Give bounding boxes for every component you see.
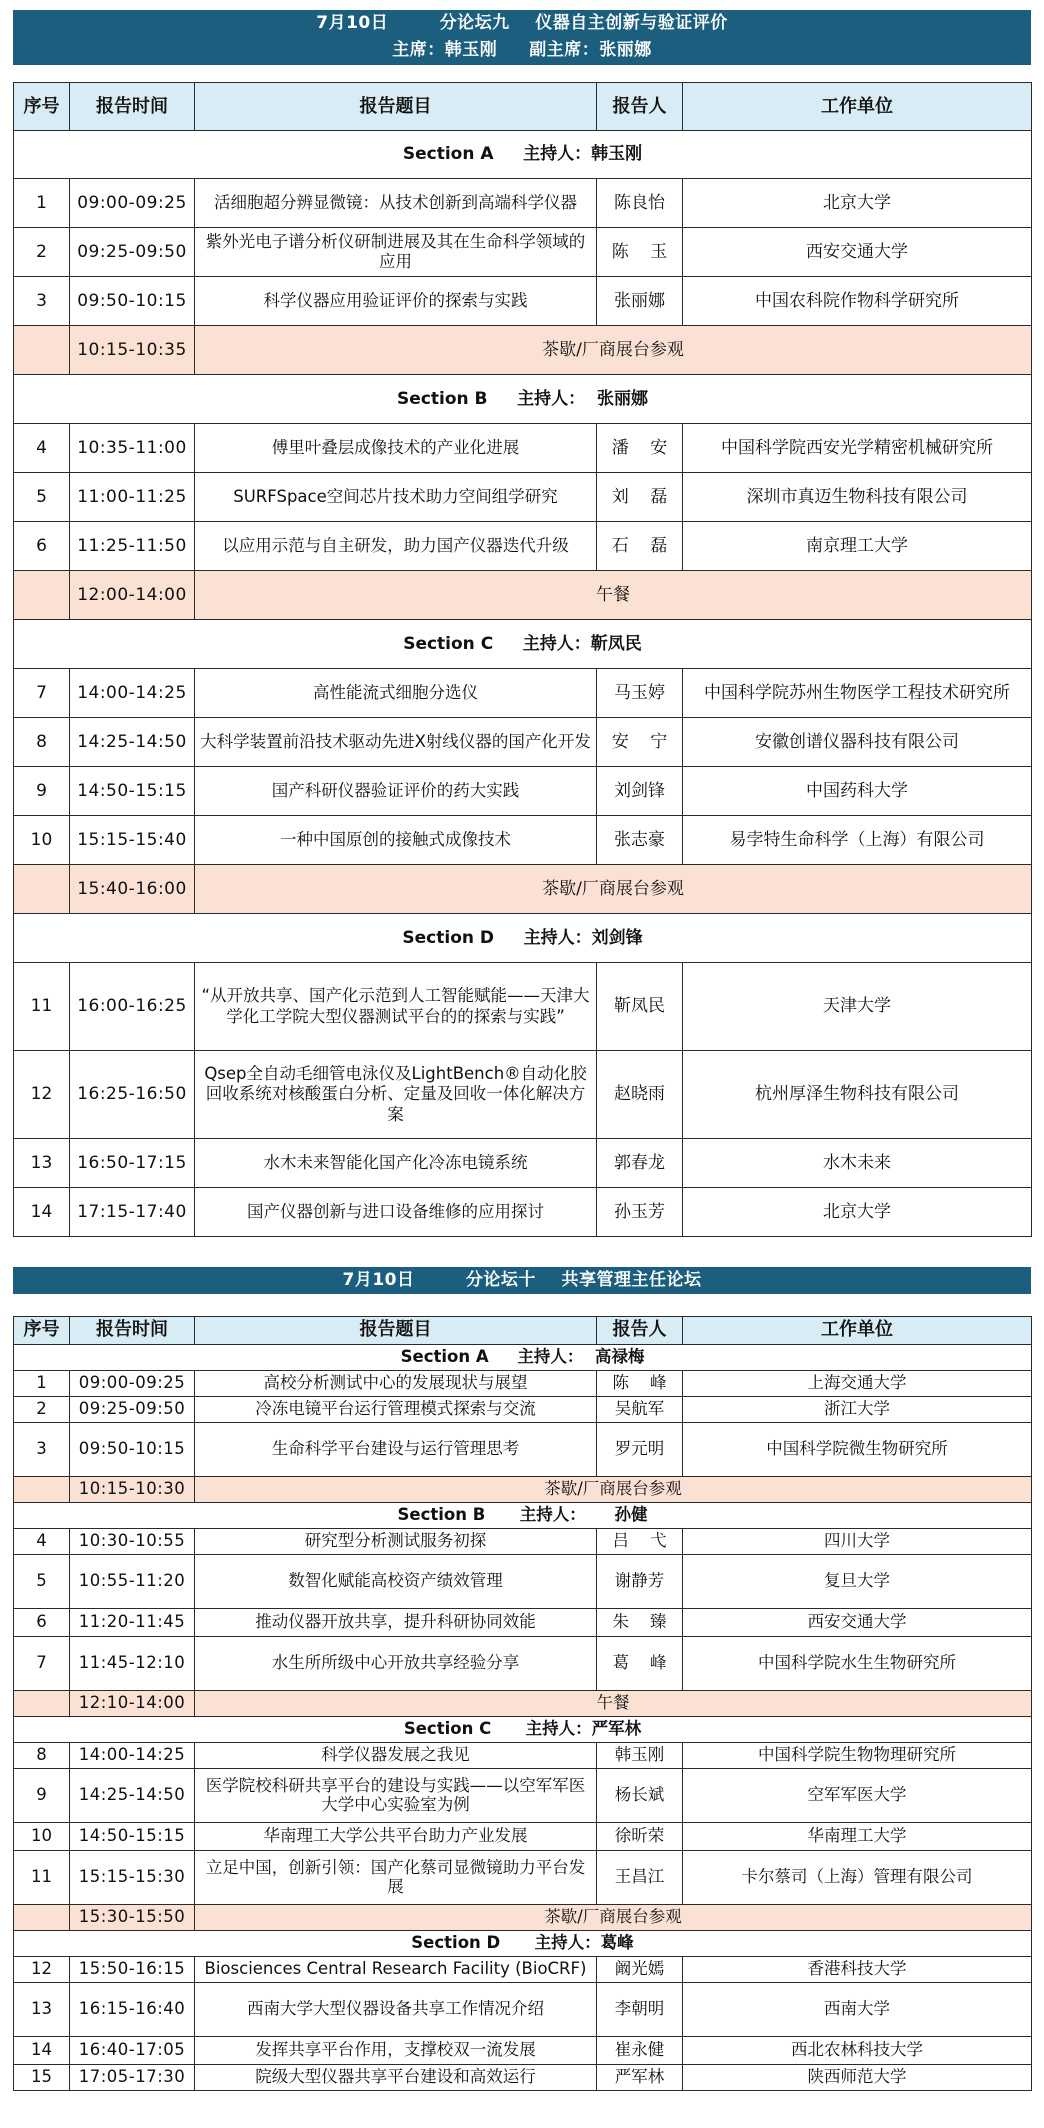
row-time: 11:00-11:25 — [70, 473, 195, 522]
row-speaker: 马玉婷 — [597, 669, 683, 718]
row-no: 6 — [14, 1609, 70, 1637]
row-speaker: 陈良怡 — [597, 179, 683, 228]
row-unit: 空军军医大学 — [683, 1769, 1032, 1823]
row-unit: 深圳市真迈生物科技有限公司 — [683, 473, 1032, 522]
row-no: 14 — [14, 1188, 70, 1237]
break-row — [14, 571, 1032, 620]
row-topic: 研究型分析测试服务初探 — [195, 1529, 597, 1555]
header-seq: 序号 — [14, 83, 70, 131]
break-row — [14, 1477, 1032, 1503]
row-time: 16:25-16:50 — [70, 1051, 195, 1139]
table-header-row — [14, 1317, 1032, 1345]
header-unit: 工作单位 — [683, 1317, 1032, 1345]
row-unit: 陕西师范大学 — [683, 2065, 1032, 2091]
row-no: 3 — [14, 277, 70, 326]
row-time: 11:45-12:10 — [70, 1637, 195, 1691]
row-speaker: 崔永健 — [597, 2037, 683, 2065]
row-topic: 以应用示范与自主研发，助力国产仪器迭代升级 — [195, 522, 597, 571]
section-c-title: Section C 主持人：靳凤民 — [14, 620, 1032, 669]
row-topic: 国产仪器创新与进口设备维修的应用探讨 — [195, 1188, 597, 1237]
row-speaker: 郭春龙 — [597, 1139, 683, 1188]
break-label: 茶歇/厂商展台参观 — [195, 1477, 1032, 1503]
row-time: 10:30-10:55 — [70, 1529, 195, 1555]
row-topic: 紫外光电子谱分析仪研制进展及其在生命科学领域的应用 — [195, 228, 597, 277]
row-topic: “从开放共享、国产化示范到人工智能赋能——天津大学化工学院大型仪器测试平台的的探索与实践” — [195, 963, 597, 1051]
row-unit: 中国科学院苏州生物医学工程技术研究所 — [683, 669, 1032, 718]
break-label: 午餐 — [195, 571, 1032, 620]
section-d-title: Section D 主持人：葛峰 — [14, 1931, 1032, 1957]
row-no: 5 — [14, 473, 70, 522]
row-time: 15:50-16:15 — [70, 1957, 195, 1983]
row-no: 13 — [14, 1983, 70, 2037]
row-time: 09:50-10:15 — [70, 277, 195, 326]
row-no: 1 — [14, 179, 70, 228]
table-row — [14, 179, 1032, 228]
row-topic: 高性能流式细胞分选仪 — [195, 669, 597, 718]
break-label: 茶歇/厂商展台参观 — [195, 865, 1032, 914]
row-time: 11:20-11:45 — [70, 1609, 195, 1637]
row-topic: SURFSpace空间芯片技术助力空间组学研究 — [195, 473, 597, 522]
section-row — [14, 1345, 1032, 1371]
row-speaker: 朱 臻 — [597, 1609, 683, 1637]
section-row — [14, 914, 1032, 963]
table-row — [14, 1371, 1032, 1397]
row-topic: 傅里叶叠层成像技术的产业化进展 — [195, 424, 597, 473]
header-time: 报告时间 — [70, 83, 195, 131]
row-time: 09:00-09:25 — [70, 1371, 195, 1397]
table-row — [14, 228, 1032, 277]
row-topic: 院级大型仪器共享平台建设和高效运行 — [195, 2065, 597, 2091]
row-time: 10:35-11:00 — [70, 424, 195, 473]
row-topic: 生命科学平台建设与运行管理思考 — [195, 1423, 597, 1477]
row-unit: 西安交通大学 — [683, 228, 1032, 277]
row-no: 11 — [14, 1851, 70, 1905]
row-unit: 易孛特生命科学（上海）有限公司 — [683, 816, 1032, 865]
row-unit: 南京理工大学 — [683, 522, 1032, 571]
break-row — [14, 1905, 1032, 1931]
row-unit: 西北农林科技大学 — [683, 2037, 1032, 2065]
break-time: 12:10-14:00 — [70, 1691, 195, 1717]
row-no: 10 — [14, 816, 70, 865]
row-no: 15 — [14, 2065, 70, 2091]
row-unit: 上海交通大学 — [683, 1371, 1032, 1397]
break-row — [14, 865, 1032, 914]
table-header-row — [14, 83, 1032, 131]
row-no: 2 — [14, 228, 70, 277]
row-topic: Qsep全自动毛细管电泳仪及LightBench®自动化胶回收系统对核酸蛋白分析、定量及回收一体化解决方案 — [195, 1051, 597, 1139]
row-no: 7 — [14, 669, 70, 718]
forum10-schedule-table — [13, 1316, 1032, 2091]
row-speaker: 石 磊 — [597, 522, 683, 571]
break-no — [14, 571, 70, 620]
row-no: 8 — [14, 718, 70, 767]
section-a-title: Section A 主持人：韩玉刚 — [14, 131, 1032, 179]
row-no: 13 — [14, 1139, 70, 1188]
row-unit: 卡尔蔡司（上海）管理有限公司 — [683, 1851, 1032, 1905]
row-unit: 中国科学院生物物理研究所 — [683, 1743, 1032, 1769]
table-row — [14, 1051, 1032, 1139]
row-speaker: 刘 磊 — [597, 473, 683, 522]
row-no: 4 — [14, 1529, 70, 1555]
break-time: 10:15-10:35 — [70, 326, 195, 375]
row-topic: 水生所所级中心开放共享经验分享 — [195, 1637, 597, 1691]
row-unit: 北京大学 — [683, 1188, 1032, 1237]
row-no: 12 — [14, 1957, 70, 1983]
table-row — [14, 767, 1032, 816]
section-d-title: Section D 主持人：刘剑锋 — [14, 914, 1032, 963]
row-speaker: 吕 弋 — [597, 1529, 683, 1555]
forum9-banner — [13, 10, 1031, 65]
row-no: 3 — [14, 1423, 70, 1477]
row-no: 1 — [14, 1371, 70, 1397]
row-speaker: 葛 峰 — [597, 1637, 683, 1691]
break-no — [14, 1905, 70, 1931]
row-speaker: 赵晓雨 — [597, 1051, 683, 1139]
break-time: 15:40-16:00 — [70, 865, 195, 914]
header-time: 报告时间 — [70, 1317, 195, 1345]
row-no: 8 — [14, 1743, 70, 1769]
row-no: 12 — [14, 1051, 70, 1139]
table-row — [14, 522, 1032, 571]
forum9-title: 7月10日 分论坛九 仪器自主创新与验证评价 — [316, 13, 728, 33]
row-unit: 浙江大学 — [683, 1397, 1032, 1423]
row-unit: 复旦大学 — [683, 1555, 1032, 1609]
header-speaker: 报告人 — [597, 83, 683, 131]
row-unit: 中国科学院西安光学精密机械研究所 — [683, 424, 1032, 473]
break-no — [14, 1691, 70, 1717]
table-row — [14, 1823, 1032, 1851]
header-topic: 报告题目 — [195, 83, 597, 131]
row-topic: Biosciences Central Research Facility (BioCRF) — [195, 1957, 597, 1983]
row-topic: 科学仪器应用验证评价的探索与实践 — [195, 277, 597, 326]
row-time: 09:50-10:15 — [70, 1423, 195, 1477]
header-unit: 工作单位 — [683, 83, 1032, 131]
forum9-chairs: 主席：韩玉刚 副主席：张丽娜 — [392, 40, 652, 60]
section-c-title: Section C 主持人：严军林 — [14, 1717, 1032, 1743]
row-time: 14:50-15:15 — [70, 1823, 195, 1851]
row-no: 6 — [14, 522, 70, 571]
row-time: 14:00-14:25 — [70, 669, 195, 718]
table-row — [14, 1957, 1032, 1983]
row-topic: 医学院校科研共享平台的建设与实践——以空军军医大学中心实验室为例 — [195, 1769, 597, 1823]
row-unit: 中国科学院水生生物研究所 — [683, 1637, 1032, 1691]
row-speaker: 吴航军 — [597, 1397, 683, 1423]
row-unit: 中国农科院作物科学研究所 — [683, 277, 1032, 326]
row-no: 9 — [14, 1769, 70, 1823]
table-row — [14, 1529, 1032, 1555]
row-unit: 安徽创谱仪器科技有限公司 — [683, 718, 1032, 767]
break-label: 茶歇/厂商展台参观 — [195, 1905, 1032, 1931]
row-no: 4 — [14, 424, 70, 473]
row-topic: 国产科研仪器验证评价的药大实践 — [195, 767, 597, 816]
break-no — [14, 326, 70, 375]
break-time: 15:30-15:50 — [70, 1905, 195, 1931]
row-unit: 北京大学 — [683, 179, 1032, 228]
row-time: 09:25-09:50 — [70, 228, 195, 277]
row-unit: 西安交通大学 — [683, 1609, 1032, 1637]
row-time: 16:15-16:40 — [70, 1983, 195, 2037]
break-row — [14, 326, 1032, 375]
row-time: 09:00-09:25 — [70, 179, 195, 228]
row-unit: 水木未来 — [683, 1139, 1032, 1188]
break-no — [14, 1477, 70, 1503]
break-time: 10:15-10:30 — [70, 1477, 195, 1503]
row-unit: 天津大学 — [683, 963, 1032, 1051]
row-speaker: 阚光嫣 — [597, 1957, 683, 1983]
row-unit: 香港科技大学 — [683, 1957, 1032, 1983]
row-topic: 高校分析测试中心的发展现状与展望 — [195, 1371, 597, 1397]
row-speaker: 严军林 — [597, 2065, 683, 2091]
break-label: 午餐 — [195, 1691, 1032, 1717]
row-time: 11:25-11:50 — [70, 522, 195, 571]
header-topic: 报告题目 — [195, 1317, 597, 1345]
row-time: 14:25-14:50 — [70, 1769, 195, 1823]
row-time: 16:50-17:15 — [70, 1139, 195, 1188]
row-topic: 一种中国原创的接触式成像技术 — [195, 816, 597, 865]
row-speaker: 谢静芳 — [597, 1555, 683, 1609]
row-topic: 大科学装置前沿技术驱动先进X射线仪器的国产化开发 — [195, 718, 597, 767]
row-topic: 科学仪器发展之我见 — [195, 1743, 597, 1769]
row-no: 5 — [14, 1555, 70, 1609]
row-topic: 西南大学大型仪器设备共享工作情况介绍 — [195, 1983, 597, 2037]
break-label: 茶歇/厂商展台参观 — [195, 326, 1032, 375]
row-speaker: 徐昕荣 — [597, 1823, 683, 1851]
table-row — [14, 1637, 1032, 1691]
header-seq: 序号 — [14, 1317, 70, 1345]
row-no: 2 — [14, 1397, 70, 1423]
row-time: 15:15-15:30 — [70, 1851, 195, 1905]
table-row — [14, 2065, 1032, 2091]
row-topic: 立足中国，创新引领：国产化蔡司显微镜助力平台发展 — [195, 1851, 597, 1905]
table-row — [14, 2037, 1032, 2065]
row-speaker: 陈 峰 — [597, 1371, 683, 1397]
break-time: 12:00-14:00 — [70, 571, 195, 620]
break-row — [14, 1691, 1032, 1717]
row-topic: 数智化赋能高校资产绩效管理 — [195, 1555, 597, 1609]
row-speaker: 王昌江 — [597, 1851, 683, 1905]
row-speaker: 杨长斌 — [597, 1769, 683, 1823]
row-unit: 华南理工大学 — [683, 1823, 1032, 1851]
section-row — [14, 131, 1032, 179]
row-speaker: 孙玉芳 — [597, 1188, 683, 1237]
table-row — [14, 424, 1032, 473]
row-time: 17:15-17:40 — [70, 1188, 195, 1237]
row-time: 14:25-14:50 — [70, 718, 195, 767]
row-topic: 华南理工大学公共平台助力产业发展 — [195, 1823, 597, 1851]
section-row — [14, 1503, 1032, 1529]
table-row — [14, 1188, 1032, 1237]
row-no: 14 — [14, 2037, 70, 2065]
header-speaker: 报告人 — [597, 1317, 683, 1345]
row-topic: 冷冻电镜平台运行管理模式探索与交流 — [195, 1397, 597, 1423]
table-row — [14, 1397, 1032, 1423]
row-topic: 水木未来智能化国产化冷冻电镜系统 — [195, 1139, 597, 1188]
row-speaker: 陈 玉 — [597, 228, 683, 277]
row-no: 11 — [14, 963, 70, 1051]
row-no: 10 — [14, 1823, 70, 1851]
row-speaker: 安 宁 — [597, 718, 683, 767]
table-row — [14, 1555, 1032, 1609]
table-row — [14, 1139, 1032, 1188]
row-speaker: 张志豪 — [597, 816, 683, 865]
row-speaker: 李朝明 — [597, 1983, 683, 2037]
section-b-title: Section B 主持人： 张丽娜 — [14, 375, 1032, 424]
section-row — [14, 620, 1032, 669]
row-time: 15:15-15:40 — [70, 816, 195, 865]
row-unit: 杭州厚泽生物科技有限公司 — [683, 1051, 1032, 1139]
table-row — [14, 1423, 1032, 1477]
row-no: 7 — [14, 1637, 70, 1691]
row-unit: 中国药科大学 — [683, 767, 1032, 816]
section-row — [14, 1717, 1032, 1743]
row-speaker: 韩玉刚 — [597, 1743, 683, 1769]
row-time: 10:55-11:20 — [70, 1555, 195, 1609]
row-time: 16:00-16:25 — [70, 963, 195, 1051]
forum9-schedule-table — [13, 82, 1032, 1237]
forum10-banner: 7月10日 分论坛十 共享管理主任论坛 — [13, 1267, 1031, 1294]
row-speaker: 罗元明 — [597, 1423, 683, 1477]
section-b-title: Section B 主持人： 孙健 — [14, 1503, 1032, 1529]
row-time: 14:50-15:15 — [70, 767, 195, 816]
row-time: 14:00-14:25 — [70, 1743, 195, 1769]
row-time: 16:40-17:05 — [70, 2037, 195, 2065]
section-row — [14, 1931, 1032, 1957]
row-speaker: 潘 安 — [597, 424, 683, 473]
row-speaker: 张丽娜 — [597, 277, 683, 326]
table-row — [14, 1851, 1032, 1905]
table-row — [14, 1743, 1032, 1769]
table-row — [14, 1769, 1032, 1823]
table-row — [14, 473, 1032, 522]
table-row — [14, 718, 1032, 767]
row-unit: 四川大学 — [683, 1529, 1032, 1555]
table-row — [14, 1983, 1032, 2037]
row-topic: 活细胞超分辨显微镜：从技术创新到高端科学仪器 — [195, 179, 597, 228]
row-unit: 中国科学院微生物研究所 — [683, 1423, 1032, 1477]
break-no — [14, 865, 70, 914]
row-topic: 推动仪器开放共享，提升科研协同效能 — [195, 1609, 597, 1637]
row-topic: 发挥共享平台作用，支撑校双一流发展 — [195, 2037, 597, 2065]
row-speaker: 刘剑锋 — [597, 767, 683, 816]
table-row — [14, 1609, 1032, 1637]
table-row — [14, 277, 1032, 326]
table-row — [14, 669, 1032, 718]
table-row — [14, 816, 1032, 865]
row-unit: 西南大学 — [683, 1983, 1032, 2037]
row-time: 09:25-09:50 — [70, 1397, 195, 1423]
row-no: 9 — [14, 767, 70, 816]
row-time: 17:05-17:30 — [70, 2065, 195, 2091]
row-speaker: 靳凤民 — [597, 963, 683, 1051]
section-a-title: Section A 主持人： 高禄梅 — [14, 1345, 1032, 1371]
section-row — [14, 375, 1032, 424]
table-row — [14, 963, 1032, 1051]
